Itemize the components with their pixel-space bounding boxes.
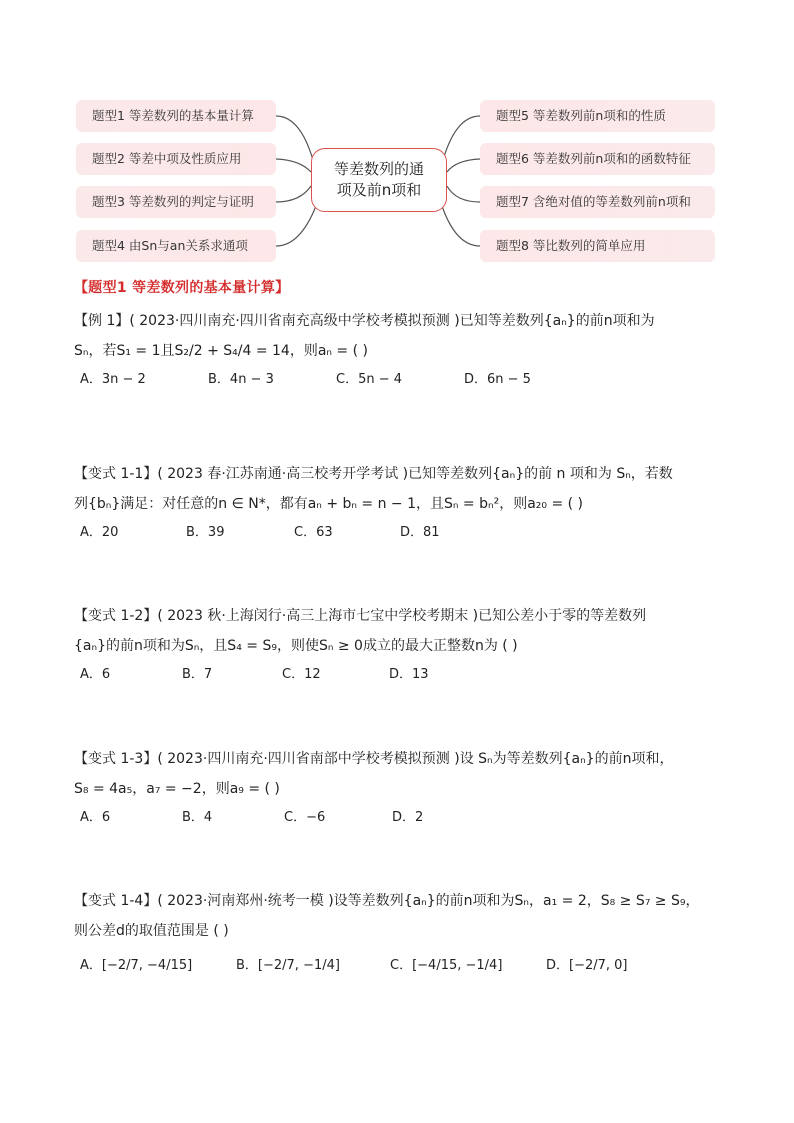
topic-3-pill: 题型3 等差数列的判定与证明 xyxy=(76,186,276,218)
problem-tag: 【变式 1-1】 xyxy=(74,466,158,482)
problem-text: 设等差数列{aₙ}的前n项和为Sₙ，a₁ = 2，S₈ ≥ S₇ ≥ S₉， xyxy=(333,893,700,909)
topic-6-pill: 题型6 等差数列前n项和的函数特征 xyxy=(480,143,715,175)
option-c[interactable]: C．12 xyxy=(282,667,321,682)
problem-variant-1-2 xyxy=(74,601,724,689)
mind-map-center-topic: 等差数列的通项及前n项和 xyxy=(311,148,447,212)
option-d[interactable]: D．13 xyxy=(389,667,429,682)
problem-text: 设 Sₙ为等差数列{aₙ}的前n项和， xyxy=(459,751,674,767)
problem-source: ( 2023·河南郑州·统考一模 ) xyxy=(157,893,334,909)
option-c[interactable]: C．[−4/15, −1/4] xyxy=(390,958,503,973)
options xyxy=(74,661,724,689)
option-b[interactable]: B．7 xyxy=(182,667,213,682)
problem-text: 则公差d的取值范围是 ( ) xyxy=(74,923,229,939)
problem-text: 列{bₙ}满足：对任意的n ∈ N*，都有aₙ + bₙ = n − 1，且Sₙ = bₙ²，则a₂₀ = ( ) xyxy=(74,496,583,512)
option-b[interactable]: B．39 xyxy=(186,525,225,540)
mind-map xyxy=(0,0,794,270)
problem-tag: 【变式 1-2】 xyxy=(74,608,158,624)
problem-variant-1-4 xyxy=(74,886,724,986)
problem-tag: 【例 1】 xyxy=(74,313,130,329)
problem-line xyxy=(74,886,724,916)
problem-text: Sₙ，若S₁ = 1且S₂/2 + S₄/4 = 14，则aₙ = ( ) xyxy=(74,343,368,359)
options xyxy=(74,519,724,547)
option-b[interactable]: B．4 xyxy=(182,810,213,825)
option-c[interactable]: C．−6 xyxy=(284,810,326,825)
option-a[interactable]: A．20 xyxy=(80,525,119,540)
topic-1-pill: 题型1 等差数列的基本量计算 xyxy=(76,100,276,132)
problem-line xyxy=(74,744,724,774)
options xyxy=(74,366,724,394)
option-c[interactable]: C．63 xyxy=(294,525,333,540)
problem-variant-1-3 xyxy=(74,744,724,832)
topic-8-pill: 题型8 等比数列的简单应用 xyxy=(480,230,715,262)
problem-text: {aₙ}的前n项和为Sₙ，且S₄ = S₉，则使Sₙ ≥ 0成立的最大正整数n为 ( ) xyxy=(74,638,518,654)
options xyxy=(74,804,724,832)
problem-source: ( 2023 秋·上海闵行·高三上海市七宝中学校考期末 ) xyxy=(157,608,479,624)
option-a[interactable]: A．6 xyxy=(80,667,111,682)
option-d[interactable]: D．[−2/7, 0] xyxy=(546,958,628,973)
option-d[interactable]: D．6n − 5 xyxy=(464,372,531,387)
problem-text: 已知公差小于零的等差数列 xyxy=(478,608,647,624)
option-b[interactable]: B．[−2/7, −1/4] xyxy=(236,958,340,973)
problem-text: S₈ = 4a₅，a₇ = −2，则a₉ = ( ) xyxy=(74,781,280,797)
problem-tag: 【变式 1-3】 xyxy=(74,751,158,767)
option-b[interactable]: B．4n − 3 xyxy=(208,372,274,387)
options xyxy=(74,946,724,986)
option-c[interactable]: C．5n − 4 xyxy=(336,372,403,387)
problem-line xyxy=(74,306,724,336)
section-title: 【题型1 等差数列的基本量计算】 xyxy=(74,280,290,296)
option-d[interactable]: D．81 xyxy=(400,525,440,540)
topic-4-pill: 题型4 由Sn与an关系求通项 xyxy=(76,230,276,262)
problem-text: 已知等差数列{aₙ}的前n项和为 xyxy=(459,313,655,329)
problem-source: ( 2023·四川南充·四川省南部中学校考模拟预测 ) xyxy=(157,751,460,767)
option-a[interactable]: A．[−2/7, −4/15] xyxy=(80,958,193,973)
problem-line xyxy=(74,459,724,489)
option-d[interactable]: D．2 xyxy=(392,810,424,825)
option-a[interactable]: A．6 xyxy=(80,810,111,825)
problem-line xyxy=(74,601,724,631)
problem-example-1 xyxy=(74,306,724,394)
option-a[interactable]: A．3n − 2 xyxy=(80,372,146,387)
topic-7-pill: 题型7 含绝对值的等差数列前n项和 xyxy=(480,186,715,218)
problem-variant-1-1 xyxy=(74,459,724,547)
problem-source: ( 2023·四川南充·四川省南充高级中学校考模拟预测 ) xyxy=(129,313,460,329)
problem-text: 已知等差数列{aₙ}的前 n 项和为 Sₙ，若数 xyxy=(408,466,673,482)
topic-5-pill: 题型5 等差数列前n项和的性质 xyxy=(480,100,715,132)
topic-2-pill: 题型2 等差中项及性质应用 xyxy=(76,143,276,175)
problem-source: ( 2023 春·江苏南通·高三校考开学考试 ) xyxy=(157,466,409,482)
problem-tag: 【变式 1-4】 xyxy=(74,893,158,909)
